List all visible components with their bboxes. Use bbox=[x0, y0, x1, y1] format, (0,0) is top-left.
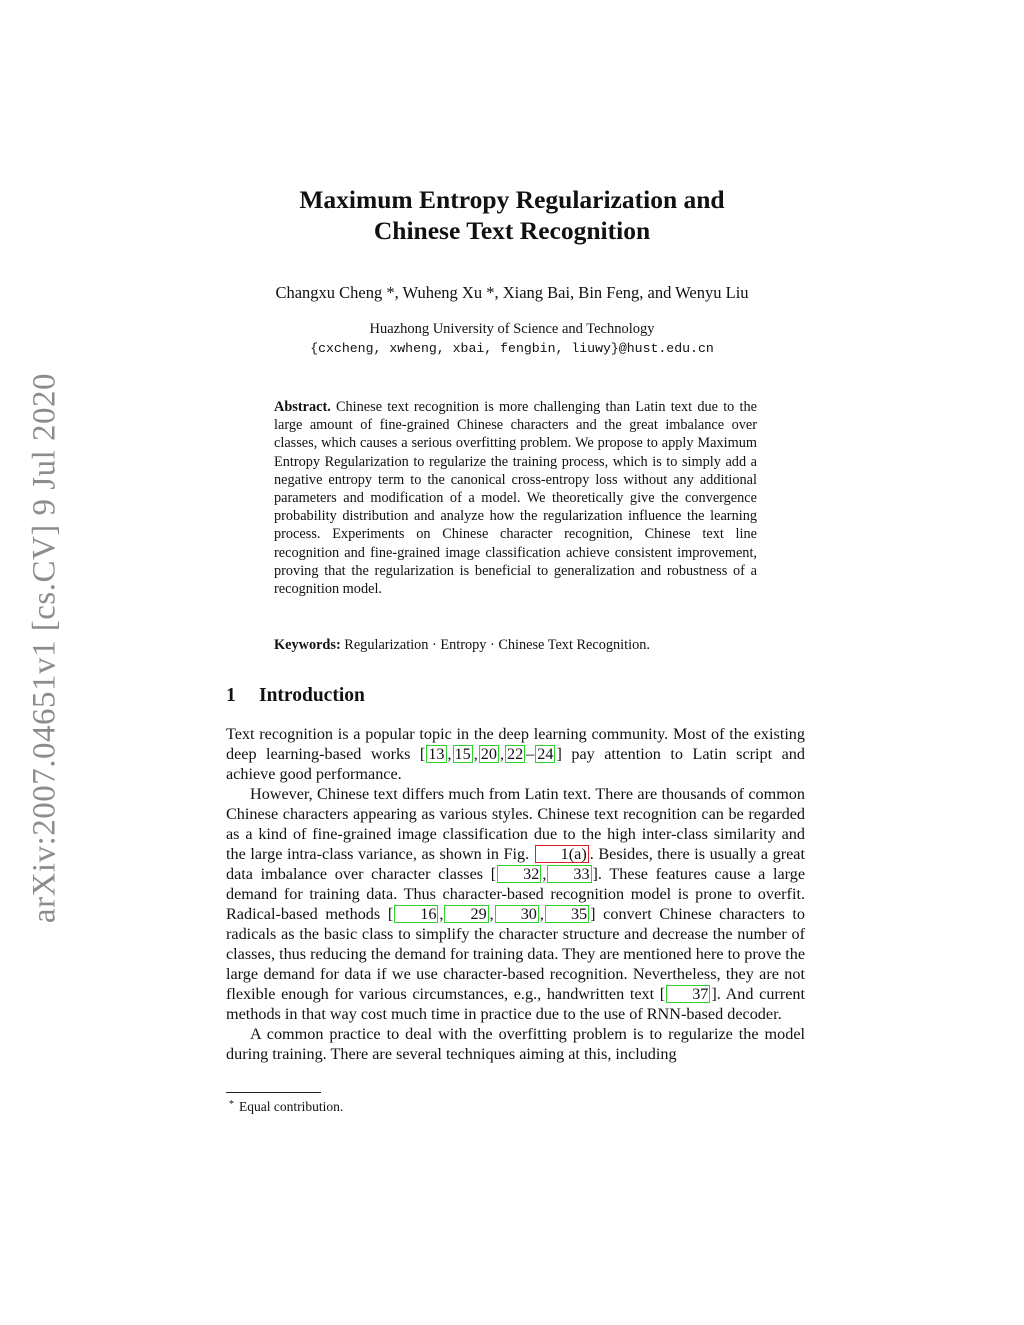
paragraph-text: . Besides, there is usually a great data imbalance over character classes [ bbox=[226, 845, 805, 883]
footnote-mark: * bbox=[229, 1099, 234, 1110]
citation-link[interactable]: 29 bbox=[444, 905, 488, 923]
citation-link[interactable]: 32 bbox=[497, 865, 541, 883]
citation-link[interactable]: 16 bbox=[394, 905, 438, 923]
keywords-text: Regularization · Entropy · Chinese Text Recognition. bbox=[344, 637, 650, 653]
section-heading bbox=[226, 684, 365, 708]
title-line-2: Chinese Text Recognition bbox=[373, 216, 651, 245]
paragraph-3 bbox=[226, 1024, 805, 1064]
citation-link[interactable]: 24 bbox=[537, 745, 554, 763]
arxiv-identifier[interactable]: arXiv:2007.04651v1 [cs.CV] 9 Jul 2020 bbox=[26, 372, 63, 924]
author-list: Changxu Cheng *, Wuheng Xu *, Xiang Bai, Bin Feng, and Wenyu Liu bbox=[275, 283, 749, 302]
paragraph-1: Text recognition is a popular topic in the deep learning community. Most of the existing deep learning-based works [ 13 , 15 , 20 , 22 – 24 ] pay attention to Latin script and achieve good performance. bbox=[226, 725, 805, 783]
author-emails: {cxcheng, xwheng, xbai, fengbin, liuwy}@hust.edu.cn bbox=[310, 341, 714, 356]
abstract-text: Chinese text recognition is more challenging than Latin text due to the large amount of fine-grained Chinese characters and the great imbalance over classes, which causes a serious overfitting problem. We propose to apply Maximum Entropy Regularization to regularize the training process, which is to simply add a negative entropy term to the canonical cross-entropy loss without any additional parameters and modification of a model. We theoretically give the convergence probability distribution and analyze how the regularization influence the learning process. Experiments on Chinese character recognition, Chinese text line recognition and fine-grained image classification achieve consistent improvement, proving that the regularization is beneficial to generalization and robustness of a recognition model. bbox=[274, 399, 757, 598]
footnote-text: Equal contribution. bbox=[239, 1099, 344, 1114]
section-title: Introduction bbox=[259, 685, 365, 706]
keywords-label: Keywords: bbox=[274, 637, 341, 653]
abstract bbox=[274, 398, 757, 598]
citation-link[interactable]: 35 bbox=[545, 905, 589, 923]
paragraph-text: Text recognition is a popular topic in the deep learning community. Most of the existing deep learning-based works [ bbox=[226, 725, 805, 763]
citation-link[interactable]: 37 bbox=[666, 985, 710, 1003]
figure-link[interactable]: 1(a) bbox=[535, 845, 589, 863]
body-text bbox=[226, 724, 805, 1064]
citation-link[interactable]: 13 bbox=[428, 745, 445, 763]
paragraph-text: ] pay attention to Latin script and achieve good performance. bbox=[226, 745, 805, 783]
footnote-rule bbox=[226, 1092, 321, 1093]
footnote bbox=[226, 1096, 343, 1116]
keywords bbox=[274, 636, 757, 654]
citation-link[interactable]: 22 bbox=[507, 745, 524, 763]
paragraph-2: However, Chinese text differs much from Latin text. There are thousands of common Chinese characters appearing as various styles. Chinese text recognition can be regarded as a kind of fine-grained image classification due to the high inter-class similarity and the large intra-class variance, as shown in Fig. 1(a) . Besides, there is usually a great data imbalance over character classes [ 32 , 33 ]. These features cause a large demand for training data. Thus character-based recognition model is prone to overfit. Radical-based methods [ 16 , 29 , 30 , 35 ] convert Chinese characters to radicals as the basic class to simplify the character structure and decrease the number of classes, thus reducing the demand for training data. They are mentioned here to prove the large demand for data if we use character-based recognition. Nevertheless, they are not flexible enough for various circumstances, e.g., handwritten text [ 37 ]. And current methods in that way cost much time in practice due to the use of RNN-based decoder. bbox=[226, 785, 806, 1023]
citation-link[interactable]: 33 bbox=[547, 865, 591, 883]
paragraph-text: A common practice to deal with the overfitting problem is to regularize the model during training. There are several techniques aiming at this, including bbox=[226, 1025, 805, 1063]
paragraph-text: ]. These features cause a large demand for training data. Thus character-based recognition model is prone to overfit. Radical-based methods [ bbox=[226, 865, 806, 923]
section-number: 1 bbox=[226, 685, 236, 706]
abstract-label: Abstract. bbox=[274, 399, 331, 415]
affiliation: Huazhong University of Science and Technology bbox=[369, 321, 655, 337]
title-line-1: Maximum Entropy Regularization and bbox=[299, 185, 725, 214]
citation-link[interactable]: 30 bbox=[495, 905, 539, 923]
citation-link[interactable]: 15 bbox=[454, 745, 471, 763]
paper-title bbox=[0, 184, 1024, 246]
paragraph-text: ]. And current methods in that way cost much time in practice due to the use of RNN-based decoder. bbox=[226, 985, 805, 1023]
paragraph-text: However, Chinese text differs much from Latin text. There are thousands of common Chinese characters appearing as various styles. Chinese text recognition can be regarded as a kind of fine-grained image classification due to the high inter-class similarity and the large intra-class variance, as shown in Fig. bbox=[226, 785, 805, 863]
citation-link[interactable]: 20 bbox=[480, 745, 497, 763]
paragraph-text: ] convert Chinese characters to radicals as the basic class to simplify the character structure and decrease the number of classes, thus reducing the demand for training data. They are mentioned here to prove the large demand for data if we use character-based recognition. Nevertheless, they are not flexible enough for various circumstances, e.g., handwritten text [ bbox=[226, 905, 805, 1003]
